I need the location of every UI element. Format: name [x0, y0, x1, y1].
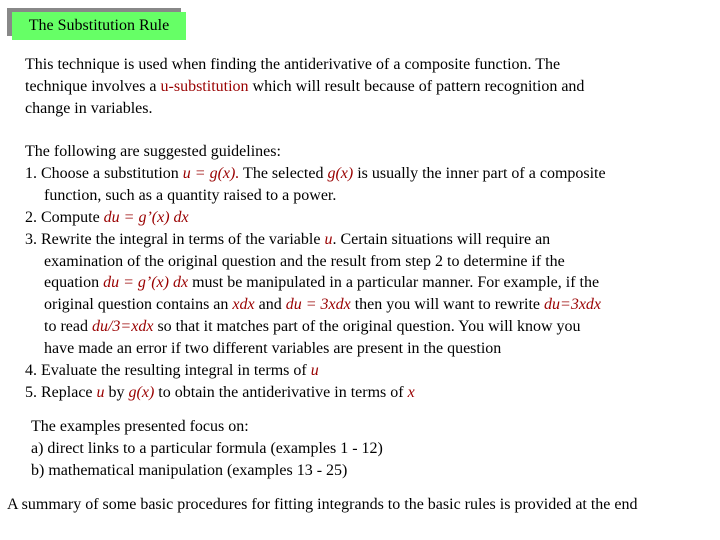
math-expression: xdx — [232, 296, 255, 314]
page-title — [12, 12, 186, 40]
guidelines-heading: The following are suggested guidelines: — [25, 143, 281, 160]
text-run: to read — [44, 318, 92, 336]
math-expression: x — [407, 383, 415, 401]
step-3-continued: examination of the original question and the result from step 2 to determine if the — [44, 252, 565, 270]
text-run: by — [104, 383, 129, 401]
step-3-continued — [25, 316, 606, 338]
step-3-continued: have made an error if two different variables are present in the question — [44, 340, 502, 358]
u-substitution-term: u-substitution — [160, 78, 249, 95]
math-expression: g(x) — [128, 383, 155, 401]
text-run: 5. Replace — [25, 383, 97, 401]
math-expression: u — [96, 383, 105, 401]
intro-line: This technique is used when finding the antiderivative of a composite function. The — [25, 56, 561, 73]
step-3-continued — [25, 272, 606, 294]
text-run: then you will want to rewrite — [350, 296, 545, 314]
text-run: to obtain the antiderivative in terms of — [154, 383, 408, 401]
step-3 — [25, 229, 606, 251]
text-run: is usually the inner part of a composite — [353, 164, 606, 182]
text-run: 3. Rewrite the integral in terms of the variable — [25, 230, 325, 248]
examples-section — [31, 416, 383, 482]
step-1-continued: function, such as a quantity raised to a power. — [44, 186, 337, 204]
math-expression: du = 3xdx — [285, 296, 351, 314]
text-run: equation — [44, 274, 104, 292]
intro-line — [25, 76, 584, 98]
math-expression: du/3=xdx — [91, 318, 154, 336]
text-run: 1. Choose a substitution — [25, 164, 183, 182]
examples-item-b: b) mathematical manipulation (examples 13 - 25) — [31, 462, 348, 479]
step-2 — [25, 207, 606, 229]
text-run: technique involves a — [25, 78, 161, 95]
step-5 — [25, 382, 606, 404]
step-3-continued — [25, 294, 606, 316]
text-run: 2. Compute — [25, 208, 104, 226]
page-title-text: The Substitution Rule — [28, 17, 170, 34]
intro-paragraph — [25, 54, 584, 120]
math-expression: u — [310, 362, 319, 380]
math-expression: g(x) — [327, 164, 354, 182]
text-run: must be manipulated in a particular manner. For example, if the — [188, 274, 600, 292]
text-run: . Certain situations will require an — [332, 230, 551, 248]
examples-item-a: a) direct links to a particular formula (examples 1 - 12) — [31, 440, 383, 457]
math-expression: du=3xdx — [544, 296, 602, 314]
text-run: and — [254, 296, 286, 314]
step-4 — [25, 360, 606, 382]
intro-line: change in variables. — [25, 100, 153, 117]
summary-note: A summary of some basic procedures for fitting integrands to the basic rules is provided at the end — [7, 496, 638, 513]
examples-heading: The examples presented focus on: — [31, 418, 249, 435]
math-expression: du = g’(x) dx — [103, 274, 189, 292]
text-run: which will result because of pattern recognition and — [248, 78, 585, 95]
math-expression: u — [324, 230, 333, 248]
text-run: so that it matches part of the original question. You will know you — [153, 318, 581, 336]
text-run: The selected — [239, 164, 328, 182]
step-1 — [25, 163, 606, 185]
text-run: 4. Evaluate the resulting integral in terms of — [25, 362, 311, 380]
text-run: original question contains an — [44, 296, 233, 314]
math-expression: du = g’(x) dx — [103, 208, 189, 226]
math-expression: u = g(x). — [182, 164, 240, 182]
guidelines-section — [25, 141, 606, 404]
